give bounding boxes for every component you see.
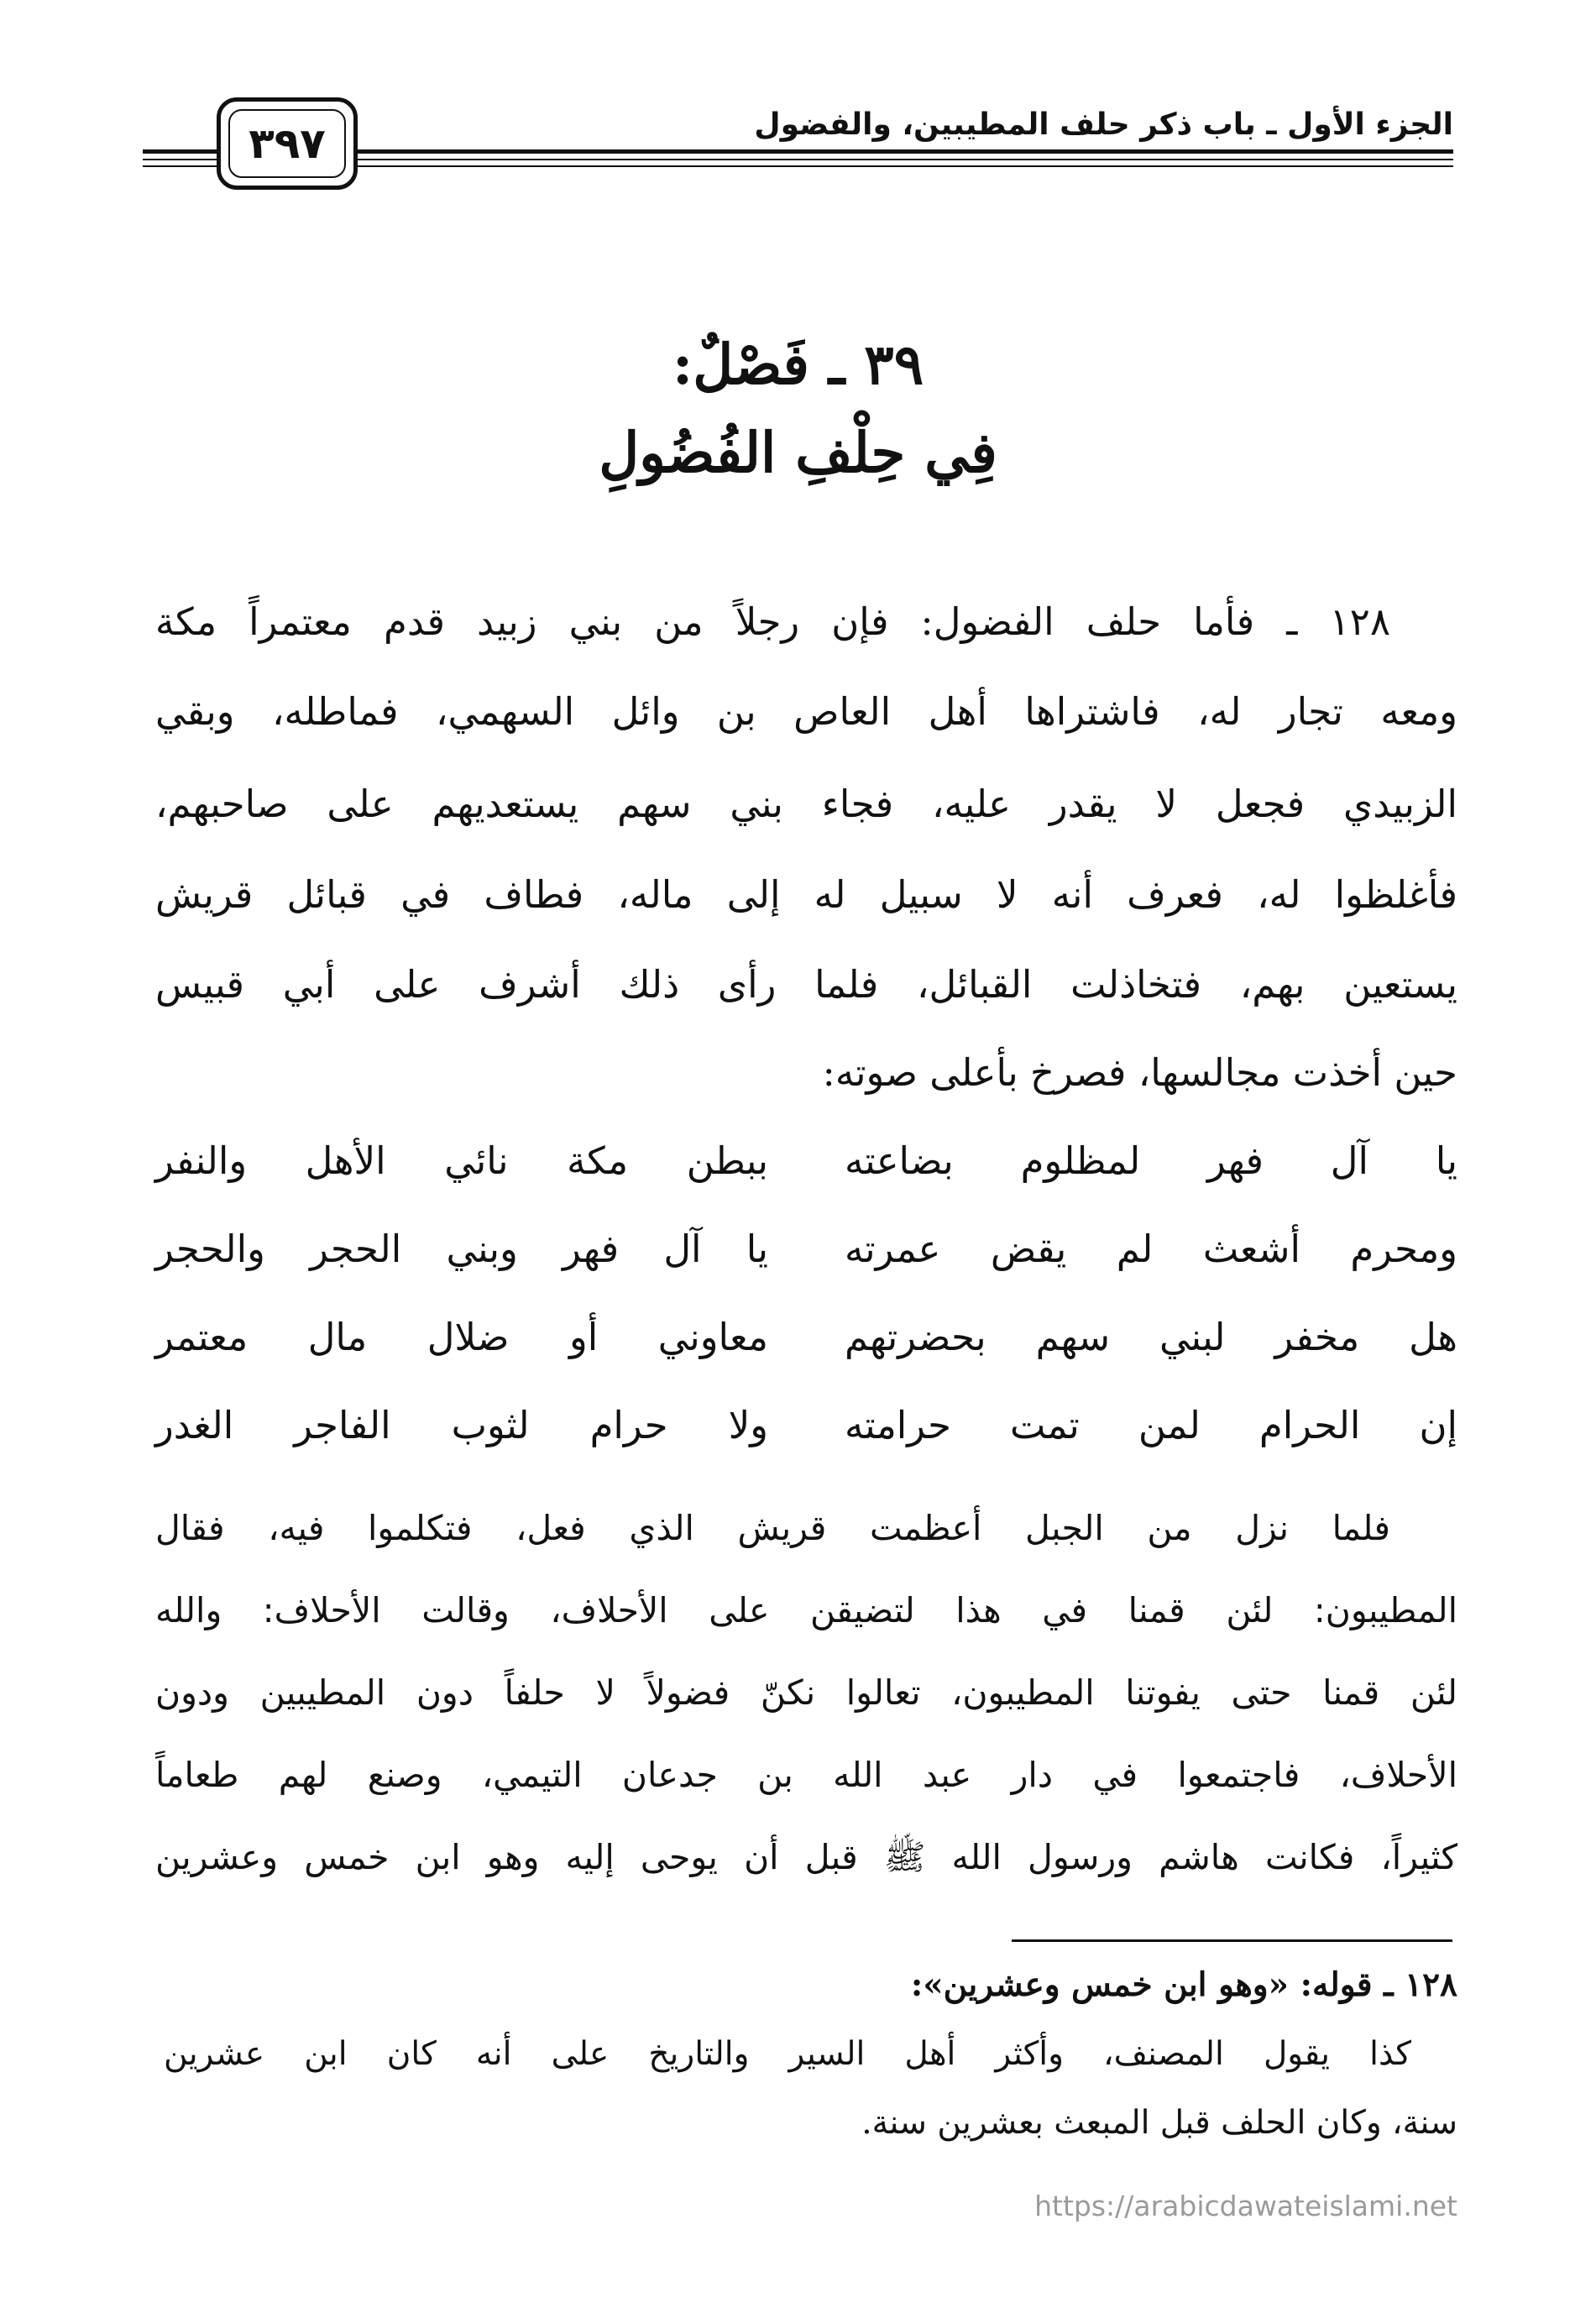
paragraph-line: ١٢٨ ـ فأما حلف الفضول: فإن رجلاً من بني زبيد قدم معتمراً مكة (155, 599, 1390, 644)
poem-second-hemistich: ببطن مكة نائي الأهل والنفر (155, 1138, 768, 1183)
paragraph-line: يستعين بهم، فتخاذلت القبائل، فلما رأى ذلك أشرف على أبي قبيس (155, 962, 1457, 1007)
poem-second-hemistich: معاوني أو ضلال مال معتمر (155, 1315, 768, 1359)
paragraph-line: حين أخذت مجالسها، فصرخ بأعلى صوته: (822, 1050, 1457, 1095)
footnote-line: سنة، وكان الحلف قبل المبعث بعشرين سنة. (861, 2104, 1457, 2142)
page-number: ٣٩٧ (228, 109, 346, 178)
poem-second-hemistich: ولا حرام لثوب الفاجر الغدر (155, 1403, 768, 1447)
paragraph-line: المطيبون: لئن قمنا في هذا لتضيقن على الأحلاف، وقالت الأحلاف: والله (155, 1590, 1457, 1630)
poem-verse (155, 1403, 1457, 1457)
paragraph-line: كثيراً، فكانت هاشم ورسول الله ﷺ قبل أن يوحى إليه وهو ابن خمس وعشرين (155, 1837, 1457, 1877)
paragraph-line: فلما نزل من الجبل أعظمت قريش الذي فعل، فتكلموا فيه، فقال (155, 1508, 1390, 1548)
watermark-url: https://arabicdawateislami.net (1034, 2190, 1457, 2222)
paragraph-line: الزبيدي فجعل لا يقدر عليه، فجاء بني سهم يستعديهم على صاحبهم، (155, 782, 1457, 826)
poem-verse (155, 1138, 1457, 1192)
running-header-title: الجزء الأول ـ باب ذكر حلف المطيبين، والفضول (754, 107, 1453, 142)
poem-first-hemistich: هل مخفر لبني سهم بحضرتهم (845, 1315, 1457, 1359)
footnote-separator (1012, 1939, 1452, 1942)
poem-first-hemistich: يا آل فهر لمظلوم بضاعته (845, 1138, 1457, 1183)
poem-first-hemistich: إن الحرام لمن تمت حرامته (845, 1403, 1457, 1447)
poem-verse (155, 1315, 1457, 1369)
paragraph-line: الأحلاف، فاجتمعوا في دار عبد الله بن جدعان التيمي، وصنع لهم طعاماً (155, 1755, 1457, 1795)
poem-verse (155, 1227, 1457, 1280)
section-subheading: فِي حِلْفِ الفُضُولِ (599, 420, 997, 485)
paragraph-line: لئن قمنا حتى يفوتنا المطيبون، تعالوا نكنّ فضولاً لا حلفاً دون المطيبين ودون (155, 1672, 1457, 1713)
paragraph-line: فأغلظوا له، فعرف أنه لا سبيل له إلى ماله، فطاف في قبائل قريش (155, 872, 1457, 917)
section-heading: ٣٩ ـ فَصْلٌ: (672, 332, 924, 397)
poem-first-hemistich: ومحرم أشعث لم يقض عمرته (845, 1227, 1457, 1271)
footnote-line: كذا يقول المصنف، وأكثر أهل السير والتاريخ على أنه كان ابن عشرين (164, 2035, 1411, 2073)
paragraph-line: ومعه تجار له، فاشتراها أهل العاص بن وائل السهمي، فماطله، وبقي (155, 689, 1457, 734)
poem-second-hemistich: يا آل فهر وبني الحجر والحجر (155, 1227, 768, 1271)
page-number-frame (217, 97, 358, 190)
footnote-heading: ١٢٨ ـ قوله: «وهو ابن خمس وعشرين»: (910, 1965, 1457, 2004)
